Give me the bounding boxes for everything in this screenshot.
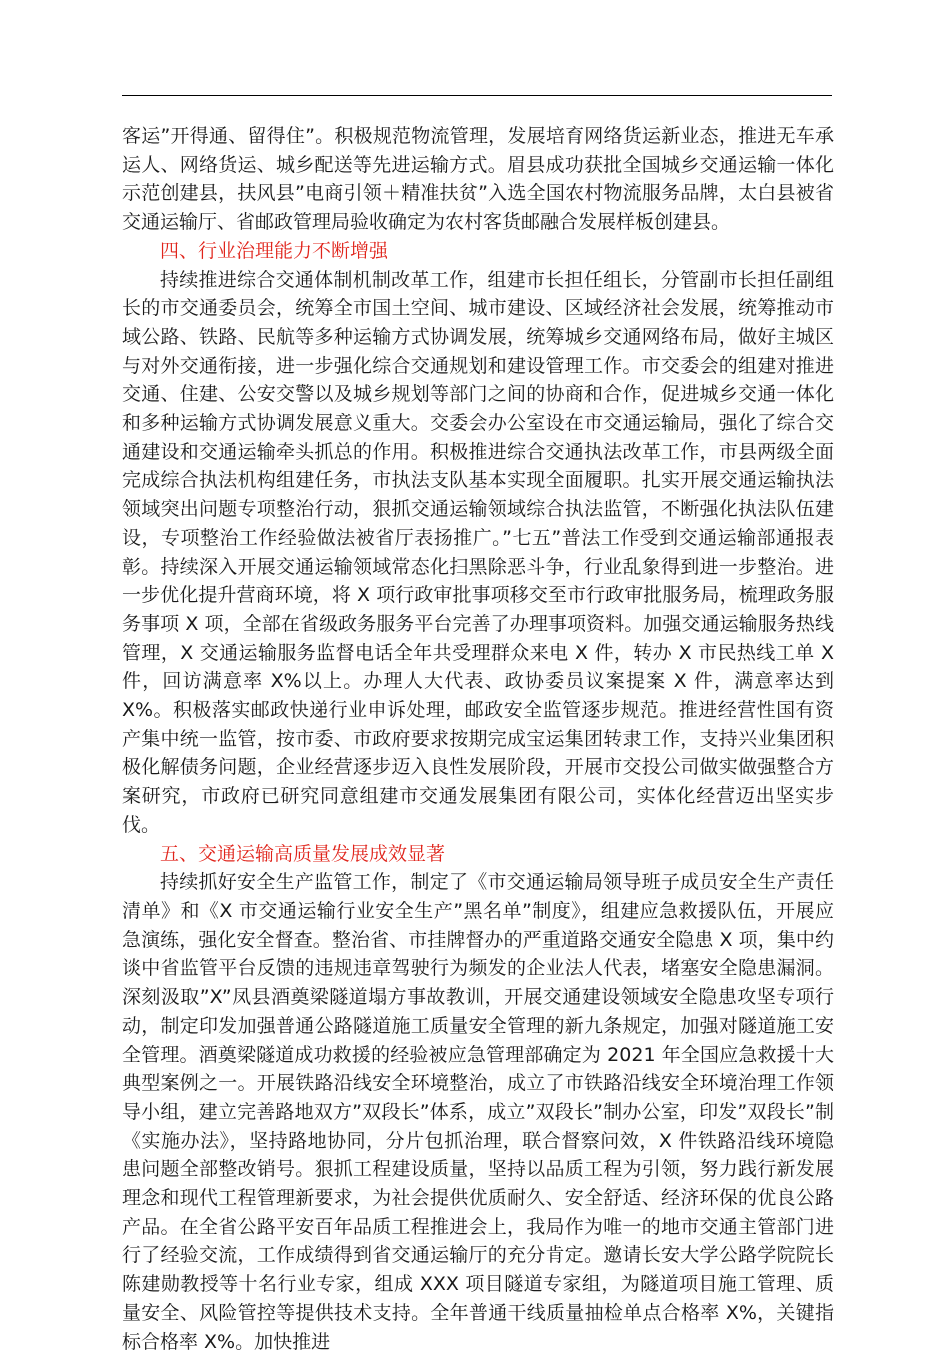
paragraph-governance: 持续推进综合交通体制机制改革工作，组建市长担任组长，分管副市长担任副组长的市交通委员会，统筹全市国土空间、城市建设、区域经济社会发展，统筹推动市域公路、铁路、民航等多种运输方式协调发展，统筹城乡交通网络布局，做好主城区与对外交通衔接，进一步强化综合交通规划和建设管理工作。市交委会的组建对推进交通、住建、公安交警以及城乡规划等部门之间的协商和合作，促进城乡交通一体化和多种运输方式协调发展意义重大。交委会办公室设在市交通运输局，强化了综合交通建设和交通运输牵头抓总的作用。积极推进综合交通执法改革工作，市县两级全面完成综合执法机构组建任务，市执法支队基本实现全面履职。扎实开展交通运输执法领域突出问题专项整治行动，狠抓交通运输领域综合执法监管，不断强化执法队伍建设，专项整治工作经验做法被省厅表扬推广。”七五”普法工作受到交通运输部通报表彰。持续深入开展交通运输领域常态化扫黑除恶斗争，行业乱象得到进一步整治。进一步优化提升营商环境，将 X 项行政审批事项移交至市行政审批服务局，梳理政务服务事项 X 项，全部在省级政务服务平台完善了办理事项资料。加强交通运输服务热线管理，X 交通运输服务监督电话全年共受理群众来电 X 件，转办 X 市民热线工单 X 件，回访满意率 X%以上。办理人大代表、政协委员议案提案 X 件，满意率达到 X%。积极落实邮政快递行业申诉处理，邮政安全监管逐步规范。推进经营性国有资产集中统一监管，按市委、市政府要求按期完成宝运集团转隶工作，支持兴业集团积极化解债务问题，企业经营逐步迈入良性发展阶段，开展市交投公司做实做强整合方案研究，市政府已研究同意组建市交通发展集团有限公司，实体化经营迈出坚实步伐。 xyxy=(122,268,834,836)
paragraph-safety-quality: 持续抓好安全生产监管工作，制定了《市交通运输局领导班子成员安全生产责任清单》和《X 市交通运输行业安全生产”黑名单”制度》，组建应急救援队伍，开展应急演练，强化安全督查。整治省、市挂牌督办的严重道路交通安全隐患 X 项，集中约谈中省监管平台反馈的违规违章驾驶行为频发的企业法人代表，堵塞安全隐患漏洞。深刻汲取”X”凤县酒奠梁隧道塌方事故教训，开展交通建设领域安全隐患攻坚专项行动，制定印发加强普通公路隧道施工质量安全管理的新九条规定，加强对隧道施工安全管理。酒奠梁隧道成功救援的经验被应急管理部确定为 2021 年全国应急救援十大典型案例之一。开展铁路沿线安全环境整治，成立了市铁路沿线安全环境治理工作领导小组，建立完善路地双方”双段长”体系，成立”双段长”制办公室，印发”双段长”制《实施办法》，坚持路地协同，分片包抓治理，联合督察问效，X 件铁路沿线环境隐患问题全部整改销号。狠抓工程建设质量，坚持以品质工程为引领，努力践行新发展理念和现代工程管理新要求，为社会提供优质耐久、安全舒适、经济环保的优良公路产品。在全省公路平安百年品质工程推进会上，我局作为唯一的地市交通主管部门进行了经验交流，工作成绩得到省交通运输厅的充分肯定。邀请长安大学公路学院院长陈建勋教授等十名行业专家，组成 XXX 项目隧道专家组，为隧道项目施工管理、质量安全、风险管控等提供技术支持。全年普通干线质量抽检单点合格率 X%，关键指标合格率 X%。加快推进 xyxy=(122,871,834,1353)
section-heading-high-quality-development: 五、交通运输高质量发展成效显著 xyxy=(160,842,446,865)
document-body xyxy=(122,122,834,1356)
header-rule xyxy=(122,95,832,96)
paragraph-rural-passenger-freight: 客运”开得通、留得住”。积极规范物流管理，发展培育网络货运新业态，推进无车承运人、网络货运、城乡配送等先进运输方式。眉县成功获批全国城乡交通运输一体化示范创建县，扶风县”电商引领＋精准扶贫”入选全国农村物流服务品牌，太白县被省交通运输厅、省邮政管理局验收确定为农村客货邮融合发展样板创建县。 xyxy=(122,125,834,234)
section-heading-governance: 四、行业治理能力不断增强 xyxy=(160,239,389,262)
